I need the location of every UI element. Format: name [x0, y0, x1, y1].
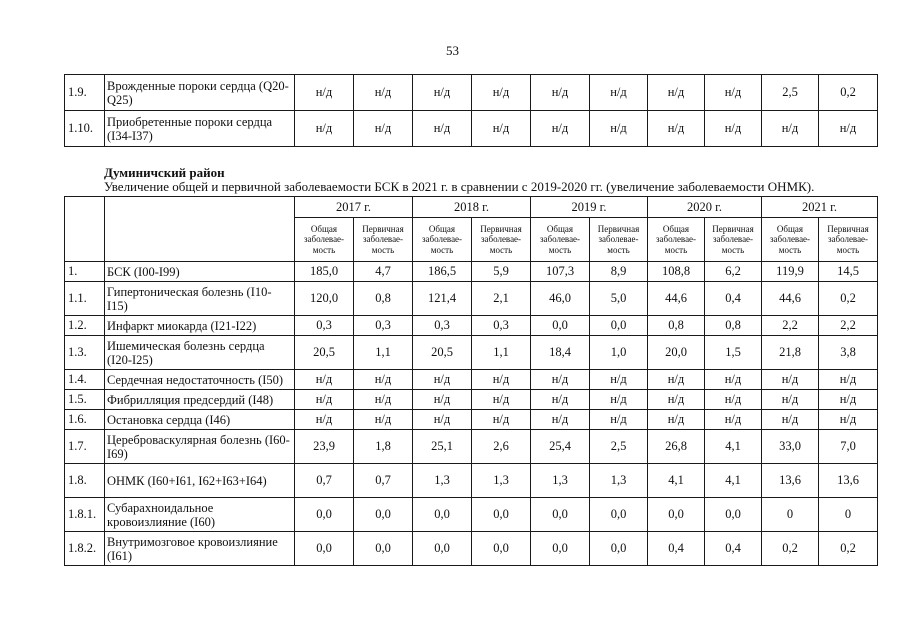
- value-cell: 0,8: [354, 282, 413, 316]
- row-number: 1.9.: [65, 75, 105, 111]
- value-cell: 20,5: [295, 336, 354, 370]
- value-cell: н/д: [705, 410, 762, 430]
- value-cell: н/д: [531, 370, 590, 390]
- year-header: 2021 г.: [762, 197, 878, 218]
- value-cell: 4,1: [648, 464, 705, 498]
- value-cell: н/д: [819, 410, 878, 430]
- row-number: 1.8.2.: [65, 532, 105, 566]
- value-cell: н/д: [295, 390, 354, 410]
- main-table-body: [65, 262, 878, 566]
- section-subtitle: Увеличение общей и первичной заболеваемости БСК в 2021 г. в сравнении с 2019-2020 гг. (увеличение заболеваемости ОНМК).: [104, 179, 815, 194]
- row-number: 1.2.: [65, 316, 105, 336]
- value-cell: 0,2: [762, 532, 819, 566]
- value-cell: 0,2: [819, 282, 878, 316]
- value-cell: н/д: [762, 410, 819, 430]
- table-row: [65, 410, 878, 430]
- value-cell: н/д: [413, 75, 472, 111]
- value-cell: н/д: [819, 111, 878, 147]
- value-cell: н/д: [354, 75, 413, 111]
- row-name: Фибрилляция предсердий (I48): [105, 390, 295, 410]
- year-header-row: [65, 197, 878, 218]
- row-number: 1.8.1.: [65, 498, 105, 532]
- section-title: Думиничский район: [104, 165, 225, 180]
- value-cell: 0,4: [648, 532, 705, 566]
- value-cell: н/д: [762, 370, 819, 390]
- value-cell: 14,5: [819, 262, 878, 282]
- value-cell: н/д: [354, 390, 413, 410]
- value-cell: 0,0: [354, 532, 413, 566]
- table-row: [65, 532, 878, 566]
- year-header: 2019 г.: [531, 197, 648, 218]
- value-cell: н/д: [590, 370, 648, 390]
- value-cell: 0,2: [819, 75, 878, 111]
- value-cell: 0,3: [413, 316, 472, 336]
- row-name: Врожденные пороки сердца (Q20-Q25): [105, 75, 295, 111]
- table-row: [65, 111, 878, 147]
- value-cell: н/д: [648, 370, 705, 390]
- row-name: Цереброваскулярная болезнь (I60-I69): [105, 430, 295, 464]
- row-number: 1.10.: [65, 111, 105, 147]
- row-name: Приобретенные пороки сердца (I34-I37): [105, 111, 295, 147]
- row-number: 1.4.: [65, 370, 105, 390]
- value-cell: 0,0: [705, 498, 762, 532]
- row-number: 1.8.: [65, 464, 105, 498]
- value-cell: н/д: [295, 75, 354, 111]
- value-cell: 0,8: [705, 316, 762, 336]
- value-cell: н/д: [472, 410, 531, 430]
- value-cell: 0,0: [472, 532, 531, 566]
- sub-header-primary: Первичная заболевае-мость: [590, 218, 648, 262]
- row-name: Гипертоническая болезнь (I10-I15): [105, 282, 295, 316]
- value-cell: н/д: [413, 111, 472, 147]
- value-cell: н/д: [531, 410, 590, 430]
- value-cell: 0,0: [531, 498, 590, 532]
- value-cell: н/д: [590, 390, 648, 410]
- value-cell: н/д: [762, 111, 819, 147]
- main-table: [64, 196, 878, 566]
- value-cell: 2,1: [472, 282, 531, 316]
- value-cell: 120,0: [295, 282, 354, 316]
- row-name: Сердечная недостаточность (I50): [105, 370, 295, 390]
- value-cell: 44,6: [762, 282, 819, 316]
- row-name: Субарахноидальное кровоизлияние (I60): [105, 498, 295, 532]
- table-row: [65, 316, 878, 336]
- row-number: 1.6.: [65, 410, 105, 430]
- value-cell: 1,3: [413, 464, 472, 498]
- value-cell: 1,5: [705, 336, 762, 370]
- value-cell: н/д: [590, 75, 648, 111]
- sub-header-total: Общая заболевае-мость: [295, 218, 354, 262]
- value-cell: 1,3: [531, 464, 590, 498]
- sub-header-primary: Первичная заболевае-мость: [472, 218, 531, 262]
- value-cell: 33,0: [762, 430, 819, 464]
- value-cell: н/д: [472, 111, 531, 147]
- value-cell: 20,5: [413, 336, 472, 370]
- value-cell: н/д: [413, 370, 472, 390]
- value-cell: 2,6: [472, 430, 531, 464]
- value-cell: 46,0: [531, 282, 590, 316]
- year-header: 2020 г.: [648, 197, 762, 218]
- value-cell: н/д: [413, 390, 472, 410]
- value-cell: 2,5: [590, 430, 648, 464]
- value-cell: 0,0: [295, 532, 354, 566]
- value-cell: 185,0: [295, 262, 354, 282]
- name-header-cell: [105, 197, 295, 262]
- value-cell: н/д: [705, 75, 762, 111]
- value-cell: н/д: [531, 390, 590, 410]
- value-cell: н/д: [590, 410, 648, 430]
- value-cell: 0,0: [472, 498, 531, 532]
- sub-header-total: Общая заболевае-мость: [648, 218, 705, 262]
- value-cell: 0: [819, 498, 878, 532]
- num-header-cell: [65, 197, 105, 262]
- page-number: 53: [446, 43, 459, 58]
- value-cell: н/д: [819, 390, 878, 410]
- value-cell: н/д: [705, 390, 762, 410]
- value-cell: н/д: [762, 390, 819, 410]
- value-cell: 4,1: [705, 464, 762, 498]
- row-number: 1.1.: [65, 282, 105, 316]
- value-cell: 2,5: [762, 75, 819, 111]
- value-cell: н/д: [354, 370, 413, 390]
- table-row: [65, 282, 878, 316]
- value-cell: 0,4: [705, 532, 762, 566]
- value-cell: 8,9: [590, 262, 648, 282]
- sub-header-primary: Первичная заболевае-мость: [705, 218, 762, 262]
- row-name: БСК (I00-I99): [105, 262, 295, 282]
- table-row: [65, 430, 878, 464]
- value-cell: 121,4: [413, 282, 472, 316]
- value-cell: н/д: [413, 410, 472, 430]
- value-cell: 4,1: [705, 430, 762, 464]
- row-number: 1.5.: [65, 390, 105, 410]
- value-cell: 2,2: [819, 316, 878, 336]
- value-cell: 0,0: [413, 498, 472, 532]
- table-row: [65, 464, 878, 498]
- value-cell: н/д: [295, 410, 354, 430]
- row-name: Ишемическая болезнь сердца (I20-I25): [105, 336, 295, 370]
- sub-header-total: Общая заболевае-мость: [762, 218, 819, 262]
- value-cell: 1,1: [354, 336, 413, 370]
- value-cell: 0,0: [590, 532, 648, 566]
- value-cell: 0,0: [531, 316, 590, 336]
- row-name: Инфаркт миокарда (I21-I22): [105, 316, 295, 336]
- sub-header-total: Общая заболевае-мость: [531, 218, 590, 262]
- value-cell: 25,4: [531, 430, 590, 464]
- value-cell: 4,7: [354, 262, 413, 282]
- value-cell: 186,5: [413, 262, 472, 282]
- value-cell: н/д: [472, 390, 531, 410]
- year-header: 2017 г.: [295, 197, 413, 218]
- table-row: [65, 498, 878, 532]
- value-cell: 1,0: [590, 336, 648, 370]
- value-cell: н/д: [819, 370, 878, 390]
- value-cell: н/д: [531, 75, 590, 111]
- table-row: [65, 390, 878, 410]
- value-cell: 6,2: [705, 262, 762, 282]
- value-cell: 0,0: [531, 532, 590, 566]
- value-cell: н/д: [648, 390, 705, 410]
- value-cell: 0,0: [590, 498, 648, 532]
- value-cell: 2,2: [762, 316, 819, 336]
- row-number: 1.3.: [65, 336, 105, 370]
- value-cell: 0,7: [354, 464, 413, 498]
- value-cell: н/д: [472, 370, 531, 390]
- value-cell: 13,6: [762, 464, 819, 498]
- value-cell: 0: [762, 498, 819, 532]
- value-cell: 108,8: [648, 262, 705, 282]
- value-cell: 18,4: [531, 336, 590, 370]
- value-cell: н/д: [705, 370, 762, 390]
- sub-header-primary: Первичная заболевае-мость: [819, 218, 878, 262]
- value-cell: н/д: [354, 111, 413, 147]
- row-number: 1.7.: [65, 430, 105, 464]
- value-cell: 0,0: [295, 498, 354, 532]
- row-name: Остановка сердца (I46): [105, 410, 295, 430]
- value-cell: 1,8: [354, 430, 413, 464]
- value-cell: 23,9: [295, 430, 354, 464]
- value-cell: 44,6: [648, 282, 705, 316]
- value-cell: н/д: [705, 111, 762, 147]
- value-cell: 0,0: [413, 532, 472, 566]
- row-name: ОНМК (I60+I61, I62+I63+I64): [105, 464, 295, 498]
- value-cell: 26,8: [648, 430, 705, 464]
- value-cell: 5,0: [590, 282, 648, 316]
- value-cell: 0,3: [354, 316, 413, 336]
- value-cell: н/д: [590, 111, 648, 147]
- value-cell: 1,1: [472, 336, 531, 370]
- value-cell: н/д: [648, 111, 705, 147]
- value-cell: 3,8: [819, 336, 878, 370]
- value-cell: 0,0: [354, 498, 413, 532]
- row-name: Внутримозговое кровоизлияние (I61): [105, 532, 295, 566]
- value-cell: 0,0: [590, 316, 648, 336]
- value-cell: 0,8: [648, 316, 705, 336]
- top-table-body: [65, 75, 878, 147]
- table-row: [65, 336, 878, 370]
- year-header: 2018 г.: [413, 197, 531, 218]
- value-cell: н/д: [648, 410, 705, 430]
- value-cell: 20,0: [648, 336, 705, 370]
- value-cell: 0,2: [819, 532, 878, 566]
- value-cell: 0,4: [705, 282, 762, 316]
- value-cell: н/д: [472, 75, 531, 111]
- value-cell: 0,0: [648, 498, 705, 532]
- table-row: [65, 262, 878, 282]
- value-cell: 1,3: [472, 464, 531, 498]
- value-cell: 107,3: [531, 262, 590, 282]
- value-cell: 119,9: [762, 262, 819, 282]
- value-cell: 0,3: [472, 316, 531, 336]
- value-cell: 5,9: [472, 262, 531, 282]
- value-cell: 1,3: [590, 464, 648, 498]
- value-cell: 13,6: [819, 464, 878, 498]
- value-cell: н/д: [531, 111, 590, 147]
- value-cell: 7,0: [819, 430, 878, 464]
- table-row: [65, 75, 878, 111]
- value-cell: н/д: [648, 75, 705, 111]
- sub-header-total: Общая заболевае-мость: [413, 218, 472, 262]
- value-cell: 21,8: [762, 336, 819, 370]
- value-cell: 0,3: [295, 316, 354, 336]
- value-cell: н/д: [295, 111, 354, 147]
- sub-header-primary: Первичная заболевае-мость: [354, 218, 413, 262]
- value-cell: н/д: [354, 410, 413, 430]
- row-number: 1.: [65, 262, 105, 282]
- value-cell: н/д: [295, 370, 354, 390]
- value-cell: 0,7: [295, 464, 354, 498]
- top-table: [64, 74, 878, 147]
- table-row: [65, 370, 878, 390]
- value-cell: 25,1: [413, 430, 472, 464]
